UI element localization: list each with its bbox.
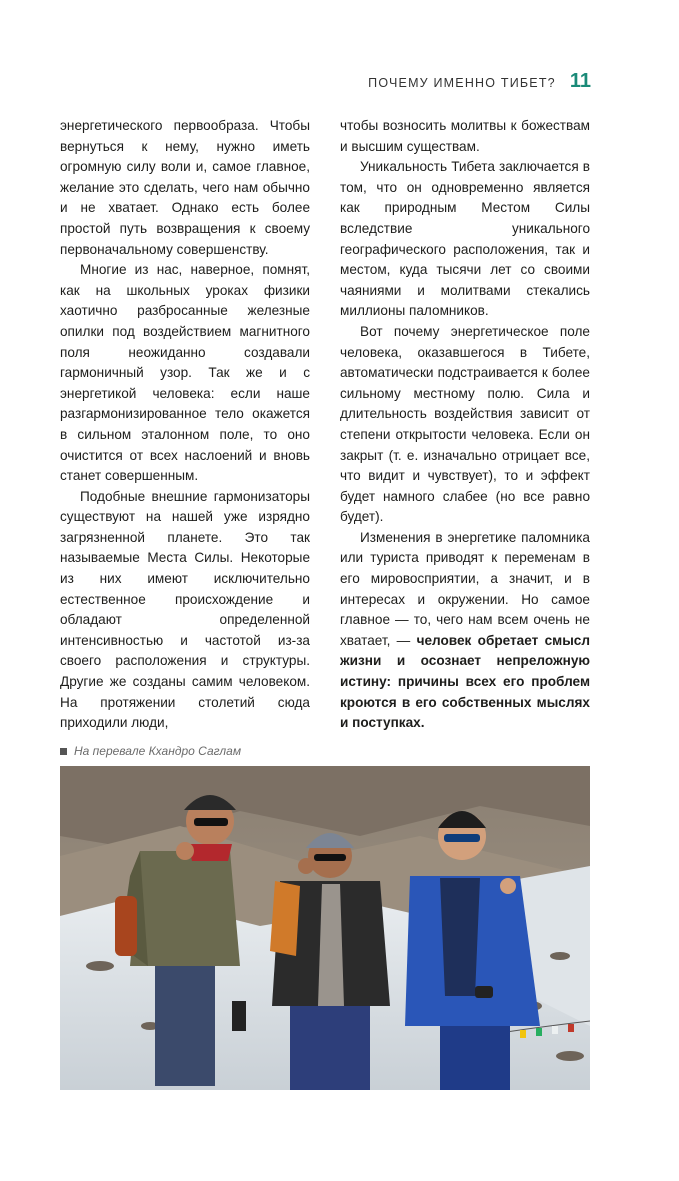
chapter-title: ПОЧЕМУ ИМЕННО ТИБЕТ? <box>368 76 556 90</box>
page-number: 11 <box>569 70 591 92</box>
paragraph: энергетического первообраза. Чтобы вернуться к нему, нужно иметь огромную силу воли и, самое главное, желание это сделать, чего нам обычно и не хватает. Однако есть более простой путь возвращения к своему первоначальному совершенству. <box>60 118 310 257</box>
paragraph: Многие из нас, наверное, помнят, как на школьных уроках физики хаотично разбросанные железные опилки под воздействием магнитного поля неожиданно создавали гармоничный узор. Так же и с энергетикой человека: если наше разгармонизированное тело окажется в сильном эталонном поле, то оно очистится от всех наслоений и вновь станет совершенным. <box>60 262 310 484</box>
paragraph <box>340 528 590 734</box>
paragraph: Вот почему энергетическое поле человека, оказавшегося в Тибете, автоматически подстраивается к более сильному местному полю. Сила и длительность воздействия зависит от степени открытости человека. Если он закрыт (т. е. изначально отрицает все, что видит и чувствует), то и эффект будет намного слабее (но все равно будет). <box>340 323 590 525</box>
left-text-column <box>60 116 310 734</box>
running-header <box>368 70 591 93</box>
photo-three-travelers-mountain-pass <box>60 766 590 1090</box>
caption-square-icon <box>60 748 67 755</box>
right-text-column <box>340 116 590 734</box>
photo-illustration <box>60 766 590 1090</box>
caption-text: На перевале Кхандро Саглам <box>74 744 242 758</box>
paragraph: Подобные внешние гармонизаторы существуют на нашей уже изрядно загрязненной планете. Это так называемые Места Силы. Некоторые из них имеют исключительно естественное происхождение и обладают определенной интенсивностью и частотой из-за своего расположения и структуры. Другие же созданы самим человеком. На протяжении столетий сюда приходили люди, <box>60 488 310 731</box>
paragraph: Уникальность Тибета заключается в том, что он одновременно является как природным Местом Силы вследствие уникального географического расположения, так и местом, куда тысячи лет со своими чаяниями и молитвами стекались миллионы паломников. <box>340 159 590 319</box>
bold-emphasis: человек обретает смысл жизни и осознает непреложную истину: причины всех его проблем кроются в его собственных мыслях и поступках. <box>340 632 591 731</box>
photo-caption <box>60 744 241 758</box>
paragraph-text: Изменения в энергетике паломника или туриста приводят к переменам в его мировосприятии, а значит, и в интересах и окружении. Но самое главное — то, чего нам всем очень не хватает, — <box>340 529 590 648</box>
paragraph: чтобы возносить молитвы к божествам и высшим существам. <box>340 118 590 154</box>
